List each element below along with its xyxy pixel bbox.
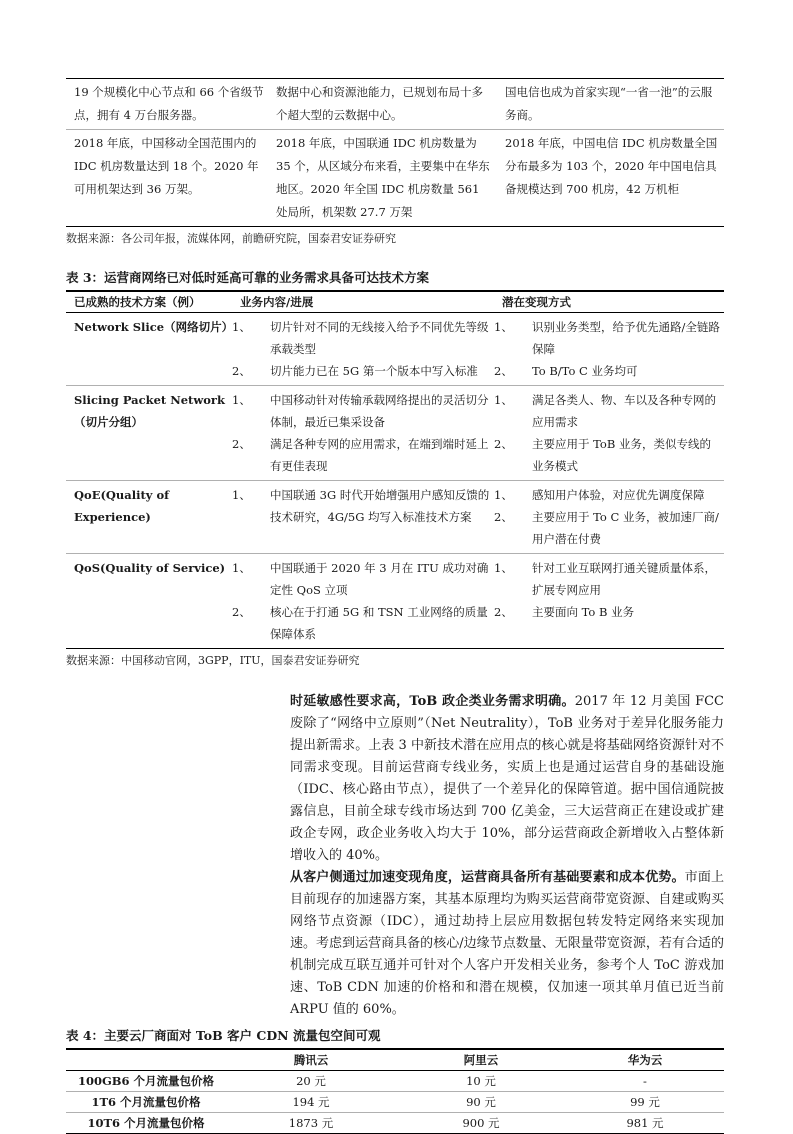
table-cell: 数据中心和资源池能力，已规划布局十多个超大型的云数据中心。 bbox=[276, 85, 483, 122]
item-text: 感知用户体验，对应优先调度保障 bbox=[532, 488, 705, 502]
table-cell: 900 元 bbox=[462, 1116, 500, 1130]
item-number: 1、 bbox=[232, 320, 251, 334]
table-row bbox=[66, 79, 724, 130]
column-header bbox=[66, 1050, 226, 1070]
table1-continued bbox=[66, 78, 724, 227]
item-text: 针对工业互联网打通关键质量体系，扩展专网应用 bbox=[532, 561, 716, 597]
table-cell: 1873 元 bbox=[288, 1116, 334, 1130]
table-cell: - bbox=[643, 1074, 647, 1088]
table-row bbox=[66, 554, 724, 649]
item-number: 2、 bbox=[494, 605, 513, 619]
table-cell: 19 个规模化中心节点和 66 个省级节点，拥有 4 万台服务器。 bbox=[74, 85, 264, 122]
paragraph-body: 市面上目前现存的加速器方案，其基本原理均为购买运营商带宽资源、自建或购买网络节点资源（IDC），通过劫持上层应用数据包转发特定网络来实现加速。考虑到运营商具备的核心/边缘节点数量、无限量带宽资源，若有合适的机制完成互联互通并可针对个人客户开发相关业务，参考个人 ToC 游戏加速、ToB CDN 加速的价格和和潜在规模，仅加速一项其单月值已近当前 ARPU 值的 60%。 bbox=[290, 870, 724, 1017]
table-cell: 2018 年底，中国移动全国范围内的 IDC 机房数量达到 18 个。2020 年可用机架达到 36 万架。 bbox=[74, 136, 259, 196]
item-text: To B/To C 业务均可 bbox=[532, 364, 638, 378]
row-label: 1T6 个月流量包价格 bbox=[91, 1095, 201, 1109]
tech-name: QoE(Quality of Experience) bbox=[74, 488, 170, 524]
table4 bbox=[66, 1050, 724, 1134]
table3-block bbox=[66, 269, 724, 669]
item-text: 识别业务类型，给予优先通路/全链路保障 bbox=[532, 320, 720, 356]
table-row bbox=[66, 130, 724, 226]
item-number: 2、 bbox=[494, 510, 513, 524]
item-number: 2、 bbox=[494, 364, 513, 378]
item-text: 切片针对不同的无线接入给予不同优先等级承载类型 bbox=[270, 320, 489, 356]
item-text: 中国移动针对传输承载网络提出的灵活切分体制，最近已集采设备 bbox=[270, 393, 489, 429]
item-text: 中国联通于 2020 年 3 月在 ITU 成功对确定性 QoS 立项 bbox=[270, 561, 489, 597]
column-header: 已成熟的技术方案（例） bbox=[74, 295, 201, 309]
paragraph-body: 2017 年 12 月美国 FCC 废除了“网络中立原则”（Net Neutrality），ToB 业务对于差异化服务能力提出新需求。上表 3 中新技术潜在应用点的核心就是将基础网络资源针对不同需求变现。目前运营商专线业务，实质上也是通过运营自身的基础设施（IDC、核心路由节点），提供了一个差异化的保障管道。据中国信通院披露信息，目前全球专线市场达到 700 亿美金，三大运营商正在建设或扩建政企专网，政企业务收入均大于 10%，部分运营商政企新增收入占整体新增收入的 40%。 bbox=[290, 694, 724, 863]
table4-block bbox=[66, 1027, 724, 1134]
item-number: 2、 bbox=[494, 437, 513, 451]
row-label: 100GB6 个月流量包价格 bbox=[77, 1074, 215, 1088]
item-number: 1、 bbox=[494, 488, 513, 502]
table-cell: 194 元 bbox=[292, 1095, 330, 1109]
monetize-cell bbox=[494, 484, 724, 550]
item-number: 2、 bbox=[232, 437, 251, 451]
table-cell: 10 元 bbox=[466, 1074, 496, 1088]
item-text: 主要应用于 ToB 业务，类似专线的业务模式 bbox=[532, 437, 711, 473]
column-header: 潜在变现方式 bbox=[502, 295, 571, 309]
monetize-cell bbox=[494, 316, 724, 382]
table3 bbox=[66, 292, 724, 649]
tech-name: Network Slice（网络切片） bbox=[74, 320, 234, 334]
table3-title: 表 3：运营商网络已对低时延高可靠的业务需求具备可达技术方案 bbox=[66, 269, 724, 292]
item-text: 主要面向 To B 业务 bbox=[532, 605, 635, 619]
table3-source: 数据来源：中国移动官网，3GPP，ITU，国泰君安证券研究 bbox=[66, 654, 360, 667]
column-header: 业务内容/进展 bbox=[240, 295, 314, 309]
row-label: 10T6 个月流量包价格 bbox=[87, 1116, 205, 1130]
table-row bbox=[66, 481, 724, 554]
item-number: 1、 bbox=[494, 320, 513, 334]
table-cell: 90 元 bbox=[466, 1095, 496, 1109]
table-row bbox=[66, 1071, 724, 1092]
progress-cell bbox=[232, 557, 494, 645]
monetize-cell bbox=[494, 389, 724, 477]
body-text bbox=[290, 691, 724, 1021]
progress-cell bbox=[232, 389, 494, 477]
item-number: 1、 bbox=[494, 561, 513, 575]
item-number: 1、 bbox=[494, 393, 513, 407]
table-cell: 国电信也成为首家实现“一省一池”的云服务商。 bbox=[505, 85, 713, 122]
item-text: 中国联通 3G 时代开始增强用户感知反馈的技术研究，4G/5G 均写入标准技术方案 bbox=[270, 488, 490, 524]
progress-cell bbox=[232, 316, 494, 382]
table-row bbox=[66, 313, 724, 386]
paragraph-lead: 从客户侧通过加速变现角度，运营商具备所有基础要素和成本优势。 bbox=[290, 870, 685, 885]
item-text: 切片能力已在 5G 第一个版本中写入标准 bbox=[270, 364, 478, 378]
paragraph bbox=[290, 691, 724, 867]
table-row bbox=[66, 1092, 724, 1113]
table-cell: 99 元 bbox=[630, 1095, 660, 1109]
table-cell: 981 元 bbox=[626, 1116, 664, 1130]
item-text: 满足各种专网的应用需求，在端到端时延上有更佳表现 bbox=[270, 437, 489, 473]
table-cell: 2018 年底，中国联通 IDC 机房数量为 35 个，从区域分布来看，主要集中在华东地区。2020 年全国 IDC 机房数量 561 处局所，机架数 27.7 万架 bbox=[276, 136, 490, 219]
tech-name: Slicing Packet Network（切片分组） bbox=[74, 393, 225, 429]
item-text: 核心在于打通 5G 和 TSN 工业网络的质量保障体系 bbox=[270, 605, 488, 641]
table4-title: 表 4：主要云厂商面对 ToB 客户 CDN 流量包空间可观 bbox=[66, 1027, 724, 1050]
item-number: 1、 bbox=[232, 488, 251, 502]
paragraph-lead: 时延敏感性要求高，ToB 政企类业务需求明确。 bbox=[290, 694, 575, 709]
table-header-row bbox=[66, 292, 724, 313]
item-number: 1、 bbox=[232, 393, 251, 407]
table-cell: 2018 年底，中国电信 IDC 机房数量全国分布最多为 103 个，2020 年中国电信具备规模达到 700 机房，42 万机柜 bbox=[505, 136, 718, 196]
item-number: 1、 bbox=[232, 561, 251, 575]
column-header: 腾讯云 bbox=[293, 1053, 329, 1067]
progress-cell bbox=[232, 484, 494, 550]
table-row bbox=[66, 1113, 724, 1134]
report-page bbox=[66, 78, 724, 1134]
paragraph bbox=[290, 867, 724, 1021]
column-header: 华为云 bbox=[627, 1053, 663, 1067]
item-number: 2、 bbox=[232, 605, 251, 619]
table-cell: 20 元 bbox=[296, 1074, 326, 1088]
column-header: 阿里云 bbox=[463, 1053, 499, 1067]
item-text: 主要应用于 To C 业务，被加速厂商/用户潜在付费 bbox=[532, 510, 719, 546]
monetize-cell bbox=[494, 557, 724, 645]
tech-name: QoS(Quality of Service) bbox=[74, 561, 226, 575]
table-header-row bbox=[66, 1050, 724, 1071]
table1-source: 数据来源：各公司年报，流媒体网，前瞻研究院，国泰君安证券研究 bbox=[66, 232, 396, 245]
item-text: 满足各类人、物、车以及各种专网的应用需求 bbox=[532, 393, 716, 429]
item-number: 2、 bbox=[232, 364, 251, 378]
table-row bbox=[66, 386, 724, 481]
